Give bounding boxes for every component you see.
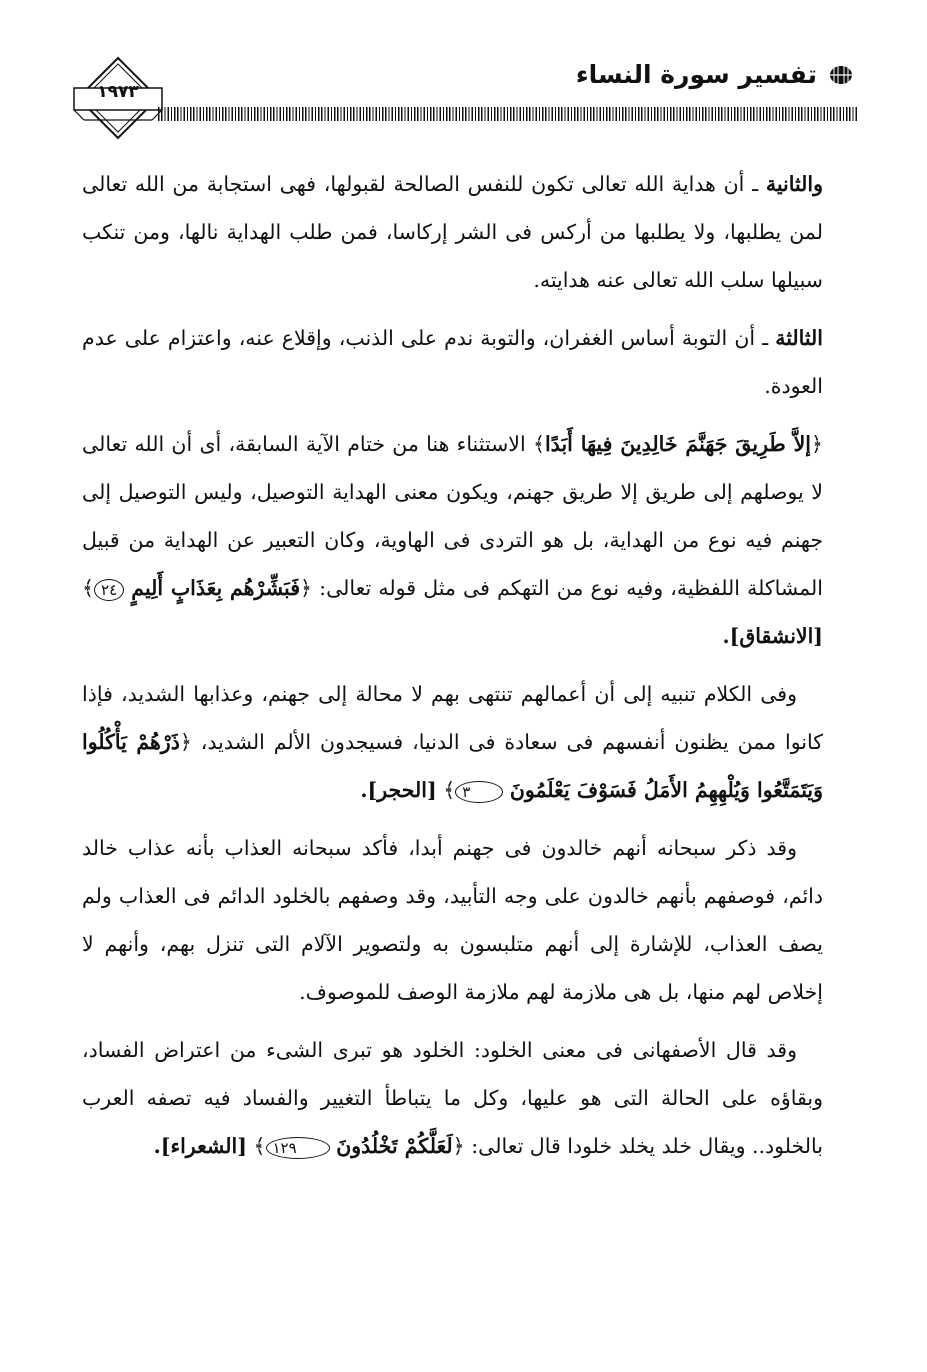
paragraph-text: الاستثناء هنا من ختام الآية السابقة، أى أن الله تعالى لا يوصلهم إلى طريق إلا طريق جهنم، ويكون معنى الهداية التوصيل، وليس التوصيل إلى جهنم فيه نوع من الهداية، بل هو التردى فى الهاوية، وكان التعبير عن الهداية من قبيل المشاكلة اللفظية، وفيه نوع من التهكم فى مثل قوله تعالى: (82, 432, 823, 600)
paragraph-verse-commentary (82, 420, 823, 660)
ornate-bracket-close: ﴾ (82, 576, 95, 600)
paragraph-warning (82, 670, 823, 814)
ayah-number-mark: ٣ (455, 781, 503, 803)
paragraph-isfahani (82, 1026, 823, 1170)
surah-reference: [الحجر]. (360, 778, 437, 802)
running-title: تفسير سورة النساء (575, 60, 817, 89)
quran-quote: فَبَشِّرْهُم بِعَذَابٍ أَلِيمٍ (131, 576, 301, 600)
ornate-bracket-close: ﴾ (532, 432, 545, 456)
header-rule (158, 107, 857, 121)
ornate-bracket-open: ﴿ (810, 432, 823, 456)
ornate-bracket-open: ﴿ (300, 576, 313, 600)
quran-quote: لَعَلَّكُمْ تَخْلُدُونَ (336, 1134, 453, 1158)
ornate-bracket-open: ﴿ (179, 730, 192, 754)
surah-reference: [الانشقاق]. (722, 624, 823, 648)
paragraph-text: ـ أن التوبة أساس الغفران، والتوبة ندم على الذنب، وإقلاع عنه، واعتزام على عدم العودة. (82, 326, 823, 398)
ornate-bracket-open: ﴿ (452, 1134, 465, 1158)
page-header (70, 52, 857, 147)
paragraph-text: ـ أن هداية الله تعالى تكون للنفس الصالحة لقبولها، فهى استجابة من الله تعالى لمن يطلبها، ولا يطلبها من أركس فى الشر إركاسا، فمن طلب الهداية نالها، ومن تنكب سبيلها سلب الله تعالى عنه هدايته. (82, 172, 823, 292)
page-number-badge (70, 52, 166, 142)
title-ornament-icon (827, 64, 855, 86)
ayah-number-mark: ٢٤ (94, 579, 124, 601)
ornate-bracket-close: ﴾ (443, 778, 456, 802)
paragraph-text: وقد ذكر سبحانه أنهم خالدون فى جهنم أبدا، فأكد سبحانه العذاب بأنه عذاب خالد دائم، فوصفهم بأنهم خالدون على وجه التأبيد، وقد وصفهم بالخلود الدائم فى العذاب ولم يصف العذاب، للإشارة إلى أنهم متلبسون به ولتصوير الآلام التى تنزل بهم، وأنهم لا إخلاص لهم منها، بل هى ملازمة لهم ملازمة الوصف للموصوف. (82, 836, 823, 1004)
page-number: ١٩٧٣ (97, 82, 139, 102)
paragraph-lead: الثالثة (775, 326, 823, 350)
ayah-number-mark: ١٢٩ (266, 1137, 330, 1159)
paragraph-eternity (82, 824, 823, 1016)
paragraph-lead: والثانية (765, 172, 823, 196)
paragraph-second (82, 160, 823, 304)
quran-quote: إلاَّ طَرِيقَ جَهَنَّمَ خَالِدِينَ فِيهَا أَبَدًا (544, 432, 811, 456)
paragraph-third (82, 314, 823, 410)
body-text (82, 160, 823, 1180)
surah-reference: [الشعراء]. (153, 1134, 247, 1158)
paragraph-text: وفى الكلام تنبيه إلى أن أعمالهم تنتهى بهم لا محالة إلى جهنم، وعذابها الشديد، فإذا كانوا ممن يظنون أنفسهم فى سعادة فى الدنيا، فسيجدون الألم الشديد، (82, 682, 823, 754)
quran-quote: ذَرْهُمْ يَأْكُلُوا وَيَتَمَتَّعُوا وَيُلْهِهِمُ الأَمَلُ فَسَوْفَ يَعْلَمُونَ (82, 730, 823, 802)
paragraph-text: وقد قال الأصفهانى فى معنى الخلود: الخلود هو تبرى الشىء من اعتراض الفساد، وبقاؤه على الحالة التى هو عليها، وكل ما يتباطأ التغيير والفساد فيه تصفه العرب بالخلود.. ويقال خلد يخلد خلودا قال تعالى: (82, 1038, 823, 1158)
ornate-bracket-close: ﴾ (253, 1134, 266, 1158)
